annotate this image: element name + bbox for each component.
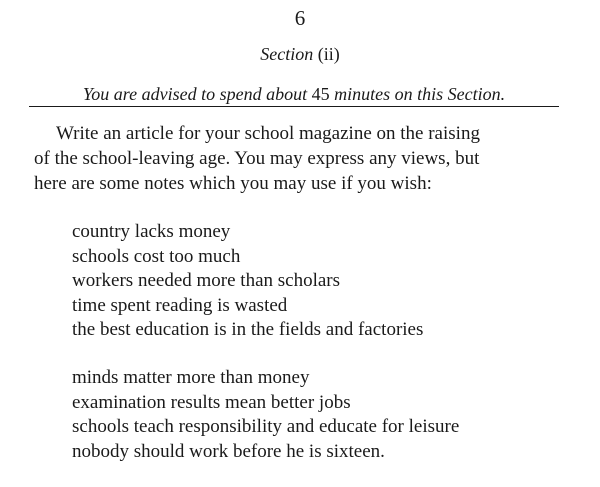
section-heading [0, 44, 600, 65]
page-number: 6 [294, 6, 306, 30]
note-item: nobody should work before he is sixteen. [72, 440, 385, 462]
note-item: minds matter more than money [72, 367, 310, 388]
time-advice-before: You are advised to spend about [82, 84, 308, 104]
note-item: schools cost too much [72, 245, 241, 267]
prompt-line: Write an article for your school magazine on the raising [56, 123, 480, 144]
prompt-line: of the school-leaving age. You may express any views, but [34, 148, 480, 169]
note-item: schools teach responsibility and educate for leisure [72, 416, 460, 437]
prompt-line: here are some notes which you may use if you wish: [34, 173, 432, 194]
notes-list-against [72, 220, 592, 343]
note-item: workers needed more than scholars [72, 270, 341, 291]
section-label: Section [260, 44, 314, 64]
section-number: (ii) [317, 44, 340, 64]
time-advice [29, 83, 559, 107]
note-item: time spent reading is wasted [72, 294, 288, 316]
note-item: examination results mean better jobs [72, 391, 351, 413]
time-advice-after: minutes on this Section. [334, 84, 506, 104]
notes-list-for [72, 366, 592, 464]
time-advice-minutes: 45 [311, 84, 330, 104]
note-item: country lacks money [72, 221, 231, 242]
note-item: the best education is in the fields and factories [72, 319, 424, 340]
essay-prompt [34, 121, 574, 196]
